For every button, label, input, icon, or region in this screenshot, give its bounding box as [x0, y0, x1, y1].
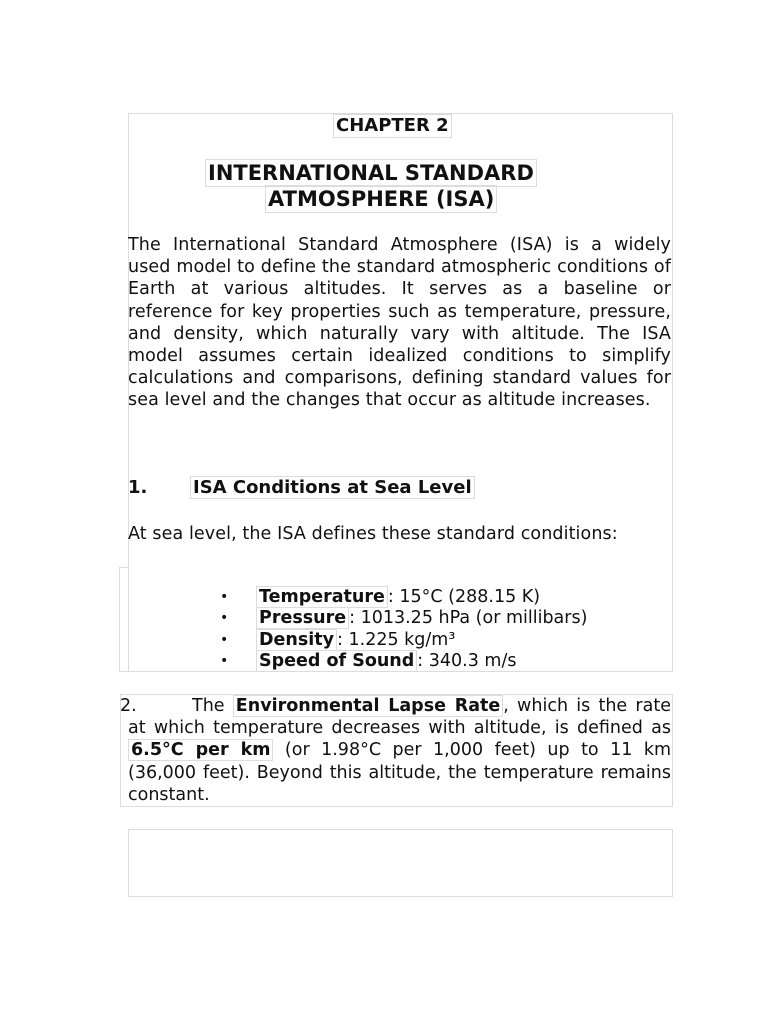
lapse-text-before: The — [192, 696, 233, 716]
section-1-title: ISA Conditions at Sea Level — [190, 476, 475, 499]
bullet-icon: • — [220, 610, 229, 627]
list-item — [220, 608, 587, 629]
section-1-heading — [128, 477, 475, 499]
condition-value: : 15°C (288.15 K) — [387, 587, 541, 607]
list-item — [220, 630, 587, 651]
sea-level-lead-in: At sea level, the ISA defines these standard conditions: — [128, 524, 618, 544]
lapse-text-after: (or 1.98°C per 1,000 feet) up to 11 km (36,000 feet). Beyond this altitude, the temperature remains constant. — [128, 740, 671, 805]
list-item — [220, 587, 587, 608]
lapse-rate-term: Environmental Lapse Rate — [233, 695, 503, 717]
condition-value: : 340.3 m/s — [417, 650, 517, 671]
condition-label: Density — [256, 629, 337, 651]
empty-text-frame — [128, 829, 673, 897]
bullet-icon: • — [220, 652, 229, 669]
section-2-number: 2. — [120, 696, 137, 716]
sea-level-conditions-list — [220, 587, 587, 672]
section-1-number: 1. — [128, 477, 148, 498]
chapter-label: CHAPTER 2 — [333, 114, 452, 138]
condition-label: Temperature — [256, 586, 388, 608]
page-title-line-2: ATMOSPHERE (ISA) — [265, 185, 497, 213]
condition-value: : 1.225 kg/m³ — [337, 629, 456, 650]
condition-value: : 1013.25 hPa (or millibars) — [349, 608, 588, 629]
bullet-icon: • — [220, 631, 229, 648]
condition-label: Pressure — [256, 607, 349, 629]
lapse-text-middle: , which is the rate at which temperature decreases with altitude, is defined as — [128, 696, 671, 739]
list-item — [220, 651, 587, 672]
condition-label: Speed of Sound — [256, 650, 417, 672]
lapse-rate-paragraph — [128, 695, 671, 806]
frame-margin-marker — [119, 567, 129, 672]
lapse-rate-value: 6.5°C per km — [128, 739, 273, 761]
page-title-line-1: INTERNATIONAL STANDARD — [205, 159, 537, 187]
intro-paragraph: The International Standard Atmosphere (ISA) is a widely used model to define the standard atmospheric conditions of Earth at various altitudes. It serves as a baseline or reference for key properties such as temperature, pressure, and density, which naturally vary with altitude. The ISA model assumes certain idealized conditions to simplify calculations and comparisons, defining standard values for sea level and the changes that occur as altitude increases. — [128, 235, 671, 411]
bullet-icon: • — [220, 589, 229, 605]
